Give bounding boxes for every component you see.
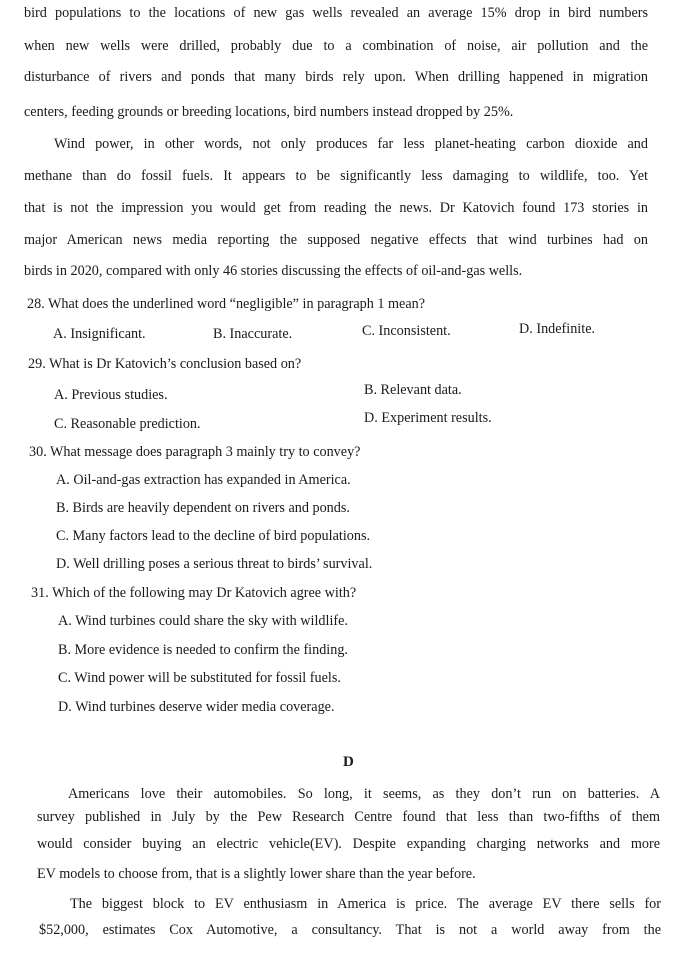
question-29-option-b: B. Relevant data. (364, 382, 462, 398)
passage-c-p4-line-5: birds in 2020, compared with only 46 stories discussing the effects of oil-and-gas wells. (24, 263, 523, 279)
question-28-option-d: D. Indefinite. (519, 321, 596, 337)
passage-c-p3-line-4: centers, feeding grounds or breeding locations, bird numbers instead dropped by 25%. (24, 104, 514, 120)
question-28-option-a: A. Insignificant. (53, 326, 146, 342)
question-29-option-c: C. Reasonable prediction. (54, 416, 201, 432)
passage-d-p2-line-2: $52,000, estimates Cox Automotive, a consultancy. That is not a world away from the (39, 922, 661, 938)
question-31-option-c: C. Wind power will be substituted for fossil fuels. (58, 670, 341, 686)
question-31-option-a: A. Wind turbines could share the sky with wildlife. (58, 613, 348, 629)
question-28-option-b: B. Inaccurate. (213, 326, 293, 342)
question-29-option-d: D. Experiment results. (364, 410, 492, 426)
question-30-option-c: C. Many factors lead to the decline of bird populations. (56, 528, 371, 544)
passage-d-p1-line-2: survey published in July by the Pew Research Centre found that less than two-fifths of them (37, 809, 660, 825)
passage-c-p4-line-4: major American news media reporting the supposed negative effects that wind turbines had on (24, 232, 648, 248)
passage-d-p1-line-1: Americans love their automobiles. So long, it seems, as they don’t run on batteries. A (68, 786, 660, 802)
question-31-option-d: D. Wind turbines deserve wider media coverage. (58, 699, 335, 715)
question-30-option-a: A. Oil-and-gas extraction has expanded in America. (56, 472, 351, 488)
passage-c-p4-line-1: Wind power, in other words, not only produces far less planet-heating carbon dioxide and (54, 136, 648, 152)
passage-c-p4-line-2: methane than do fossil fuels. It appears to be significantly less damaging to wildlife, too. Yet (24, 168, 648, 184)
question-29-option-a: A. Previous studies. (54, 387, 168, 403)
passage-c-p3-line-1: bird populations to the locations of new gas wells revealed an average 15% drop in bird numbers (24, 5, 648, 21)
passage-d-p1-line-4: EV models to choose from, that is a slightly lower share than the year before. (37, 866, 476, 882)
passage-d-heading: D (343, 754, 354, 770)
question-31-option-b: B. More evidence is needed to confirm the finding. (58, 642, 348, 658)
passage-d-p1-line-3: would consider buying an electric vehicle(EV). Despite expanding charging networks and more (37, 836, 660, 852)
question-30-option-b: B. Birds are heavily dependent on rivers and ponds. (56, 500, 350, 516)
passage-c-p3-line-3: disturbance of rivers and ponds that many birds rely upon. When drilling happened in migration (24, 69, 648, 85)
question-30-stem: 30. What message does paragraph 3 mainly try to convey? (29, 444, 361, 460)
question-29-stem: 29. What is Dr Katovich’s conclusion based on? (28, 356, 302, 372)
question-28-stem: 28. What does the underlined word “negligible” in paragraph 1 mean? (27, 296, 426, 312)
passage-c-p3-line-2: when new wells were drilled, probably due to a combination of noise, air pollution and the (24, 38, 648, 54)
passage-c-p4-line-3: that is not the impression you would get from reading the news. Dr Katovich found 173 stories in (24, 200, 648, 216)
question-28-option-c: C. Inconsistent. (362, 323, 451, 339)
question-31-stem: 31. Which of the following may Dr Katovich agree with? (31, 585, 357, 601)
passage-d-p2-line-1: The biggest block to EV enthusiasm in America is price. The average EV there sells for (70, 896, 661, 912)
question-30-option-d: D. Well drilling poses a serious threat to birds’ survival. (56, 556, 373, 572)
